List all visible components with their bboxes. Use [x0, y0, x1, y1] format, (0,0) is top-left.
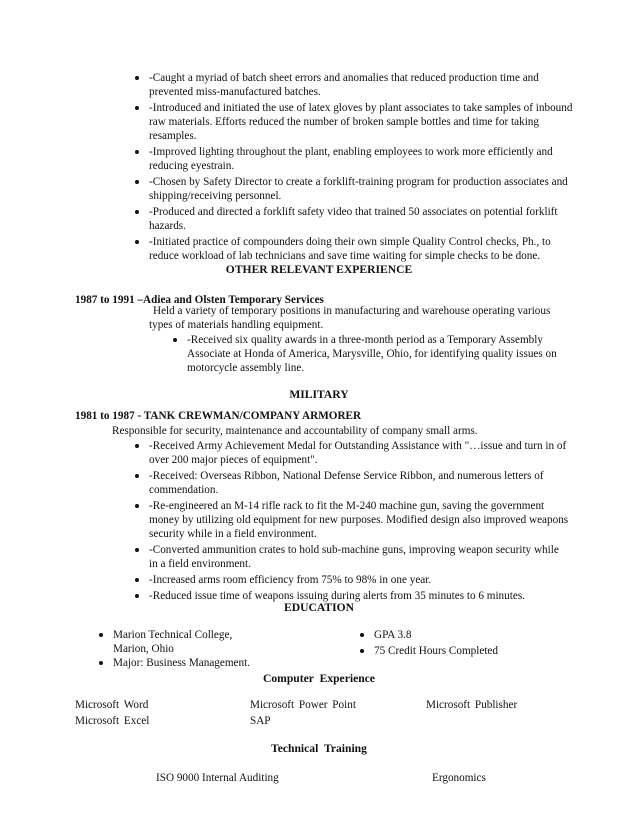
- list-item: GPA 3.8: [374, 628, 574, 642]
- list-item: -Introduced and initiated the use of latex gloves by plant associates to take samples of inbound raw materials. Efforts reduced the number of broken sample bottles and time for taking resamples.: [149, 101, 579, 144]
- list-item: Major: Business Management.: [113, 656, 333, 670]
- list-item: -Received six quality awards in a three-month period as a Temporary Assembly Associate at Honda of America, Marysville, Ohio, for identifying quality issues on motorcycle assembly line.: [187, 333, 572, 376]
- list-item: -Initiated practice of compounders doing their own simple Quality Control checks, Ph., to reduce workload of lab technicians and save time waiting for simple checks to be done.: [149, 235, 579, 263]
- technical-item: Ergonomics: [432, 772, 486, 784]
- bullet-icon: [135, 106, 139, 110]
- other-experience-heading: OTHER RELEVANT EXPERIENCE: [225, 263, 413, 276]
- bullet-icon: [135, 210, 139, 214]
- bullet-icon: [135, 444, 139, 448]
- bullet-icon: [135, 240, 139, 244]
- bullet-icon: [135, 548, 139, 552]
- computer-item: Microsoft Word: [75, 699, 149, 711]
- computer-item: SAP: [250, 715, 271, 727]
- bullet-icon: [135, 578, 139, 582]
- computer-item: Microsoft Power Point: [250, 699, 356, 711]
- computer-heading: Computer Experience: [263, 672, 375, 685]
- education-right-list: [374, 628, 574, 660]
- technical-heading: Technical Training: [271, 742, 367, 755]
- bullet-icon: [360, 649, 364, 653]
- other-experience-description: Held a variety of temporary positions in manufacturing and warehouse operating various types of materials handling equipment.: [149, 305, 551, 332]
- top-bullet-list: [149, 71, 579, 265]
- list-item: Marion Technical College, Marion, Ohio: [113, 628, 333, 656]
- bullet-icon: [99, 661, 103, 665]
- list-item: -Produced and directed a forklift safety video that trained 50 associates on potential forklift hazards.: [149, 205, 579, 233]
- list-item: 75 Credit Hours Completed: [374, 644, 574, 658]
- bullet-icon: [135, 594, 139, 598]
- list-item: -Received Army Achievement Medal for Outstanding Assistance with "…issue and turn in of over 200 major pieces of equipment".: [149, 439, 569, 467]
- bullet-icon: [173, 338, 177, 342]
- military-description: Responsible for security, maintenance and accountability of company small arms.: [112, 425, 478, 437]
- bullet-icon: [135, 474, 139, 478]
- education-left-list: [113, 628, 333, 672]
- bullet-icon: [360, 633, 364, 637]
- other-experience-bullets: [187, 333, 572, 377]
- military-job-title: 1981 to 1987 - TANK CREWMAN/COMPANY ARMORER: [75, 410, 362, 422]
- military-bullets: [149, 439, 569, 605]
- computer-item: Microsoft Publisher: [426, 699, 518, 711]
- military-heading: MILITARY: [289, 388, 349, 401]
- list-item: -Re-engineered an M-14 rifle rack to fit the M-240 machine gun, saving the government money by utilizing old equipment for new purposes. Modified design also improved weapons security while in a field environment.: [149, 499, 569, 542]
- list-item: -Increased arms room efficiency from 75% to 98% in one year.: [149, 573, 569, 587]
- list-item: -Improved lighting throughout the plant, enabling employees to work more efficiently and reducing eyestrain.: [149, 145, 579, 173]
- bullet-icon: [99, 633, 103, 637]
- bullet-icon: [135, 76, 139, 80]
- computer-item: Microsoft Excel: [75, 715, 150, 727]
- list-item: -Caught a myriad of batch sheet errors and anomalies that reduced production time and prevented miss-manufactured batches.: [149, 71, 579, 99]
- list-item: -Chosen by Safety Director to create a forklift-training program for production associates and shipping/receiving personnel.: [149, 175, 579, 203]
- other-experience-job-title: 1987 to 1991 –Adiea and Olsten Temporary Services: [75, 294, 324, 306]
- technical-item: ISO 9000 Internal Auditing: [156, 772, 279, 784]
- bullet-icon: [135, 504, 139, 508]
- list-item: -Received: Overseas Ribbon, National Defense Service Ribbon, and numerous letters of commendation.: [149, 469, 569, 497]
- education-heading: EDUCATION: [284, 601, 354, 614]
- list-item: -Reduced issue time of weapons issuing during alerts from 35 minutes to 6 minutes.: [149, 589, 569, 603]
- bullet-icon: [135, 180, 139, 184]
- list-item: -Converted ammunition crates to hold sub-machine guns, improving weapon security while in a field environment.: [149, 543, 569, 571]
- bullet-icon: [135, 150, 139, 154]
